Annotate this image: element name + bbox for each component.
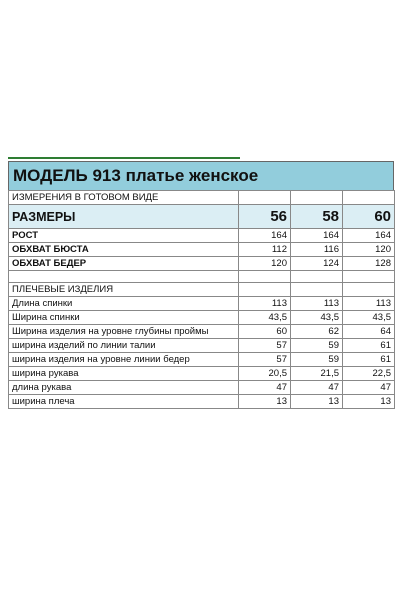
row-value: 43,5 [239,311,291,325]
row-value: 61 [343,353,395,367]
section-row [9,283,395,297]
table-row [9,339,395,353]
row-label: Ширина спинки [9,311,239,325]
row-value: 59 [291,339,343,353]
row-label: Длина спинки [9,297,239,311]
row-value: 120 [239,257,291,271]
row-value: 113 [343,297,395,311]
row-value: 20,5 [239,367,291,381]
row-value: 13 [343,395,395,409]
row-value: 47 [343,381,395,395]
row-label: РОСТ [9,229,239,243]
row-value: 128 [343,257,395,271]
row-label: ширина рукава [9,367,239,381]
row-value: 116 [291,243,343,257]
row-value: 47 [291,381,343,395]
garment-measurements [9,297,395,409]
table-row [9,381,395,395]
row-value: 43,5 [291,311,343,325]
size-58: 58 [291,205,343,229]
model-title: МОДЕЛЬ 913 платье женское [8,161,394,190]
row-label: Ширина изделия на уровне глубины проймы [9,325,239,339]
empty-row [9,271,395,283]
table-row [9,325,395,339]
row-value: 57 [239,339,291,353]
row-value: 164 [291,229,343,243]
row-value: 113 [239,297,291,311]
table-row [9,297,395,311]
row-value: 21,5 [291,367,343,381]
row-value: 13 [291,395,343,409]
row-label: ширина плеча [9,395,239,409]
row-value: 164 [239,229,291,243]
size-table [8,190,395,409]
subtitle-cell: ИЗМЕРЕНИЯ В ГОТОВОМ ВИДЕ [9,191,239,205]
row-value: 120 [343,243,395,257]
row-value: 61 [343,339,395,353]
size-60: 60 [343,205,395,229]
row-label: ширина изделий по линии талии [9,339,239,353]
row-value: 47 [239,381,291,395]
row-label: длина рукава [9,381,239,395]
row-value: 59 [291,353,343,367]
row-value: 13 [239,395,291,409]
row-label: ширина изделия на уровне линии бедер [9,353,239,367]
row-value: 112 [239,243,291,257]
green-divider-line [8,157,240,159]
row-value: 22,5 [343,367,395,381]
table-row [9,395,395,409]
body-measurements [9,229,395,271]
table-row [9,367,395,381]
row-value: 43,5 [343,311,395,325]
row-value: 62 [291,325,343,339]
size-56: 56 [239,205,291,229]
table-row [9,243,395,257]
size-chart-sheet [8,161,394,409]
row-value: 57 [239,353,291,367]
row-label: ОБХВАТ БЮСТА [9,243,239,257]
table-row [9,353,395,367]
subtitle-row [9,191,395,205]
table-row [9,257,395,271]
sizes-row [9,205,395,229]
row-value: 124 [291,257,343,271]
row-value: 64 [343,325,395,339]
row-label: ОБХВАТ БЕДЕР [9,257,239,271]
table-row [9,311,395,325]
row-value: 164 [343,229,395,243]
table-row [9,229,395,243]
row-value: 60 [239,325,291,339]
row-value: 113 [291,297,343,311]
section-label: ПЛЕЧЕВЫЕ ИЗДЕЛИЯ [9,283,239,297]
sizes-label: РАЗМЕРЫ [9,205,239,229]
